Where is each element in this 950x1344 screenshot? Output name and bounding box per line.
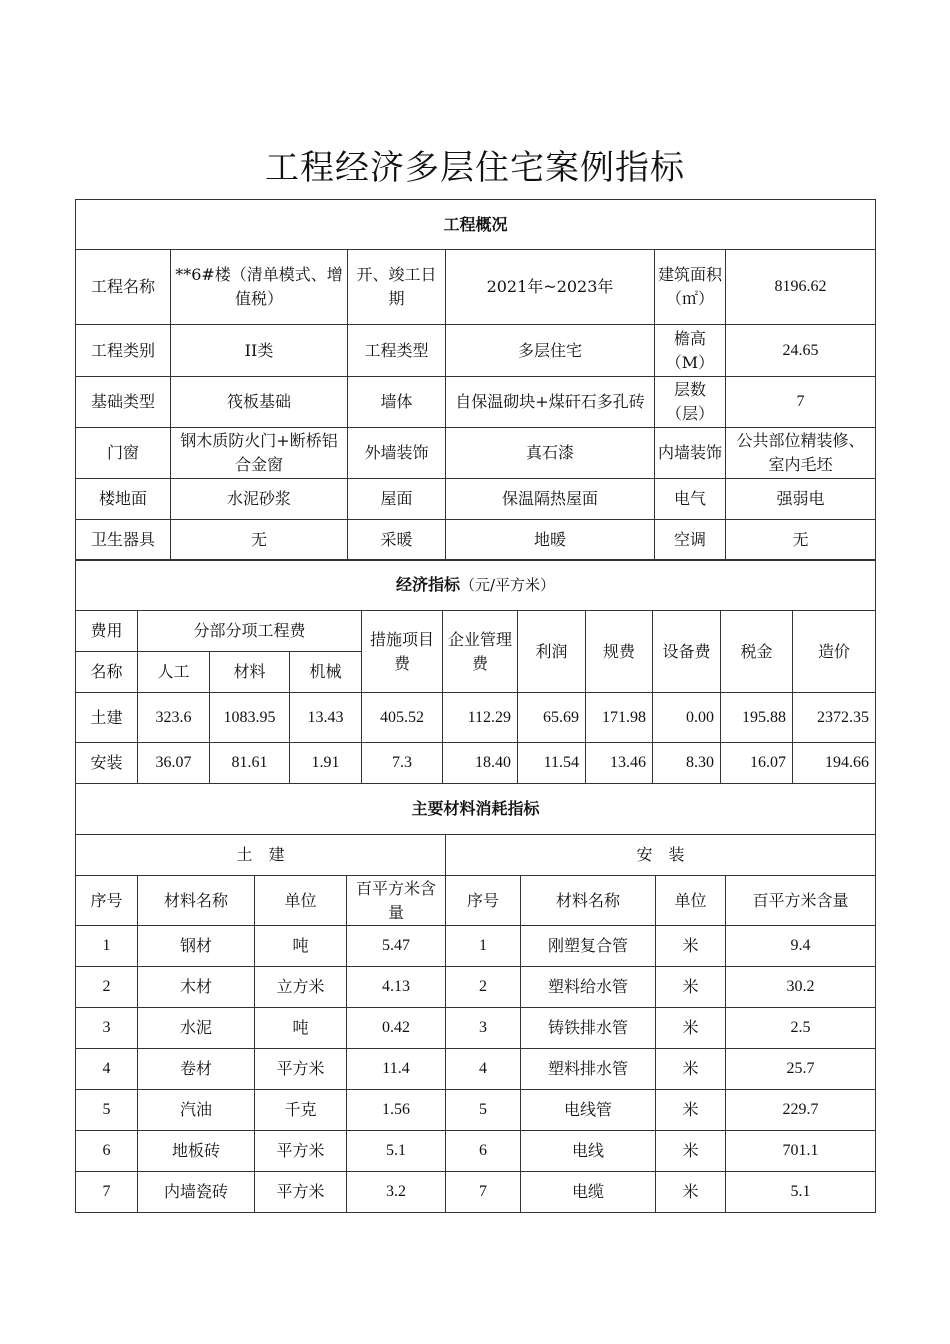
overview-value: 无 — [171, 520, 348, 561]
economic-value: 405.52 — [362, 693, 443, 743]
civil-seq: 7 — [76, 1172, 138, 1213]
economic-value: 0.00 — [653, 693, 721, 743]
overview-value: 钢木质防火门+断桥铝合金窗 — [171, 428, 348, 479]
install-seq: 2 — [446, 967, 521, 1008]
overview-value: 7 — [726, 377, 876, 428]
overview-value: **6#楼（清单模式、增值税） — [171, 250, 348, 325]
civil-material-name: 卷材 — [138, 1049, 255, 1090]
civil-qty: 3.2 — [347, 1172, 446, 1213]
overview-value: 保温隔热屋面 — [446, 479, 655, 520]
economic-value: 194.66 — [793, 743, 876, 784]
install-seq: 3 — [446, 1008, 521, 1049]
civil-material-name: 汽油 — [138, 1090, 255, 1131]
install-unit: 米 — [656, 1008, 726, 1049]
economic-value: 2372.35 — [793, 693, 876, 743]
civil-header-seq: 序号 — [76, 876, 138, 926]
economic-row — [76, 693, 876, 743]
install-unit: 米 — [656, 1172, 726, 1213]
economic-table — [75, 559, 876, 784]
material-row — [76, 1131, 876, 1172]
civil-qty: 11.4 — [347, 1049, 446, 1090]
install-qty: 9.4 — [726, 926, 876, 967]
overview-label: 墙体 — [348, 377, 446, 428]
civil-qty: 5.47 — [347, 926, 446, 967]
economic-unit: （元/平方米） — [460, 576, 556, 594]
economic-value: 18.40 — [443, 743, 518, 784]
overview-value: 8196.62 — [726, 250, 876, 325]
economic-heading — [76, 560, 876, 611]
install-seq: 6 — [446, 1131, 521, 1172]
install-material-name: 刚塑复合管 — [521, 926, 656, 967]
header-machine: 机械 — [290, 652, 362, 693]
install-qty: 701.1 — [726, 1131, 876, 1172]
economic-value: 36.07 — [138, 743, 210, 784]
civil-material-name: 钢材 — [138, 926, 255, 967]
overview-row — [76, 377, 876, 428]
header-fee: 费用 — [76, 611, 138, 652]
install-header-qty: 百平方米含量 — [726, 876, 876, 926]
overview-label: 建筑面积（㎡） — [655, 250, 726, 325]
economic-value: 323.6 — [138, 693, 210, 743]
install-unit: 米 — [656, 926, 726, 967]
civil-seq: 4 — [76, 1049, 138, 1090]
material-row — [76, 1008, 876, 1049]
overview-label: 层数（层） — [655, 377, 726, 428]
materials-heading: 主要材料消耗指标 — [76, 784, 876, 835]
civil-material-name: 木材 — [138, 967, 255, 1008]
overview-row — [76, 520, 876, 561]
overview-heading: 工程概况 — [76, 200, 876, 250]
civil-unit: 立方米 — [255, 967, 347, 1008]
civil-header-name: 材料名称 — [138, 876, 255, 926]
install-qty: 229.7 — [726, 1090, 876, 1131]
overview-value: II类 — [171, 325, 348, 377]
economic-value: 16.07 — [721, 743, 793, 784]
overview-label: 内墙装饰 — [655, 428, 726, 479]
header-management: 企业管理费 — [443, 611, 518, 693]
economic-row — [76, 743, 876, 784]
header-measures: 措施项目费 — [362, 611, 443, 693]
install-header-seq: 序号 — [446, 876, 521, 926]
civil-unit: 千克 — [255, 1090, 347, 1131]
overview-label: 屋面 — [348, 479, 446, 520]
install-qty: 25.7 — [726, 1049, 876, 1090]
install-unit: 米 — [656, 1131, 726, 1172]
install-material-name: 铸铁排水管 — [521, 1008, 656, 1049]
install-seq: 1 — [446, 926, 521, 967]
install-unit: 米 — [656, 1090, 726, 1131]
civil-seq: 6 — [76, 1131, 138, 1172]
economic-value: 81.61 — [210, 743, 290, 784]
header-regulatory: 规费 — [586, 611, 653, 693]
overview-value: 多层住宅 — [446, 325, 655, 377]
economic-value: 112.29 — [443, 693, 518, 743]
economic-heading-text: 经济指标 — [395, 575, 460, 594]
civil-seq: 2 — [76, 967, 138, 1008]
overview-value: 公共部位精装修、室内毛坯 — [726, 428, 876, 479]
civil-unit: 吨 — [255, 926, 347, 967]
overview-label: 工程名称 — [76, 250, 171, 325]
overview-label: 采暖 — [348, 520, 446, 561]
install-seq: 4 — [446, 1049, 521, 1090]
economic-value: 13.43 — [290, 693, 362, 743]
civil-unit: 平方米 — [255, 1172, 347, 1213]
material-row — [76, 1172, 876, 1213]
civil-qty: 5.1 — [347, 1131, 446, 1172]
civil-label: 土 建 — [76, 835, 446, 876]
material-row — [76, 1090, 876, 1131]
overview-table — [75, 199, 876, 561]
material-row — [76, 1049, 876, 1090]
install-material-name: 塑料排水管 — [521, 1049, 656, 1090]
civil-material-name: 水泥 — [138, 1008, 255, 1049]
overview-value: 2021年~2023年 — [446, 250, 655, 325]
civil-header-qty: 百平方米含量 — [347, 876, 446, 926]
civil-qty: 1.56 — [347, 1090, 446, 1131]
header-name: 名称 — [76, 652, 138, 693]
install-header-unit: 单位 — [656, 876, 726, 926]
economic-value: 13.46 — [586, 743, 653, 784]
overview-value: 真石漆 — [446, 428, 655, 479]
economic-row-label: 土建 — [76, 693, 138, 743]
header-profit: 利润 — [518, 611, 586, 693]
overview-label: 楼地面 — [76, 479, 171, 520]
overview-value: 地暖 — [446, 520, 655, 561]
economic-value: 8.30 — [653, 743, 721, 784]
civil-seq: 5 — [76, 1090, 138, 1131]
install-unit: 米 — [656, 967, 726, 1008]
header-material: 材料 — [210, 652, 290, 693]
install-label: 安 装 — [446, 835, 876, 876]
page-title: 工程经济多层住宅案例指标 — [265, 148, 685, 188]
civil-seq: 3 — [76, 1008, 138, 1049]
overview-label: 工程类型 — [348, 325, 446, 377]
overview-row — [76, 250, 876, 325]
overview-row — [76, 325, 876, 377]
overview-label: 空调 — [655, 520, 726, 561]
overview-label: 卫生器具 — [76, 520, 171, 561]
overview-row — [76, 428, 876, 479]
economic-value: 11.54 — [518, 743, 586, 784]
install-qty: 2.5 — [726, 1008, 876, 1049]
economic-value: 171.98 — [586, 693, 653, 743]
overview-label: 外墙装饰 — [348, 428, 446, 479]
install-unit: 米 — [656, 1049, 726, 1090]
civil-unit: 吨 — [255, 1008, 347, 1049]
install-header-name: 材料名称 — [521, 876, 656, 926]
header-cost: 造价 — [793, 611, 876, 693]
install-qty: 5.1 — [726, 1172, 876, 1213]
overview-value: 24.65 — [726, 325, 876, 377]
overview-label: 开、竣工日期 — [348, 250, 446, 325]
material-row — [76, 926, 876, 967]
economic-value: 195.88 — [721, 693, 793, 743]
civil-seq: 1 — [76, 926, 138, 967]
overview-label: 工程类别 — [76, 325, 171, 377]
install-seq: 7 — [446, 1172, 521, 1213]
overview-value: 水泥砂浆 — [171, 479, 348, 520]
overview-value: 强弱电 — [726, 479, 876, 520]
overview-label: 门窗 — [76, 428, 171, 479]
economic-value: 65.69 — [518, 693, 586, 743]
overview-label: 基础类型 — [76, 377, 171, 428]
header-subitem: 分部分项工程费 — [138, 611, 362, 652]
economic-value: 7.3 — [362, 743, 443, 784]
install-material-name: 电缆 — [521, 1172, 656, 1213]
civil-unit: 平方米 — [255, 1049, 347, 1090]
overview-label: 电气 — [655, 479, 726, 520]
economic-row-label: 安装 — [76, 743, 138, 784]
header-equipment: 设备费 — [653, 611, 721, 693]
materials-table — [75, 783, 876, 1213]
overview-row — [76, 479, 876, 520]
civil-qty: 4.13 — [347, 967, 446, 1008]
header-tax: 税金 — [721, 611, 793, 693]
civil-material-name: 地板砖 — [138, 1131, 255, 1172]
install-seq: 5 — [446, 1090, 521, 1131]
civil-material-name: 内墙瓷砖 — [138, 1172, 255, 1213]
overview-value: 筏板基础 — [171, 377, 348, 428]
overview-value: 无 — [726, 520, 876, 561]
install-material-name: 电线 — [521, 1131, 656, 1172]
civil-qty: 0.42 — [347, 1008, 446, 1049]
overview-label: 檐高（M） — [655, 325, 726, 377]
install-material-name: 塑料给水管 — [521, 967, 656, 1008]
economic-value: 1083.95 — [210, 693, 290, 743]
civil-header-unit: 单位 — [255, 876, 347, 926]
header-labor: 人工 — [138, 652, 210, 693]
civil-unit: 平方米 — [255, 1131, 347, 1172]
install-material-name: 电线管 — [521, 1090, 656, 1131]
overview-value: 自保温砌块+煤矸石多孔砖 — [446, 377, 655, 428]
material-row — [76, 967, 876, 1008]
install-qty: 30.2 — [726, 967, 876, 1008]
economic-value: 1.91 — [290, 743, 362, 784]
